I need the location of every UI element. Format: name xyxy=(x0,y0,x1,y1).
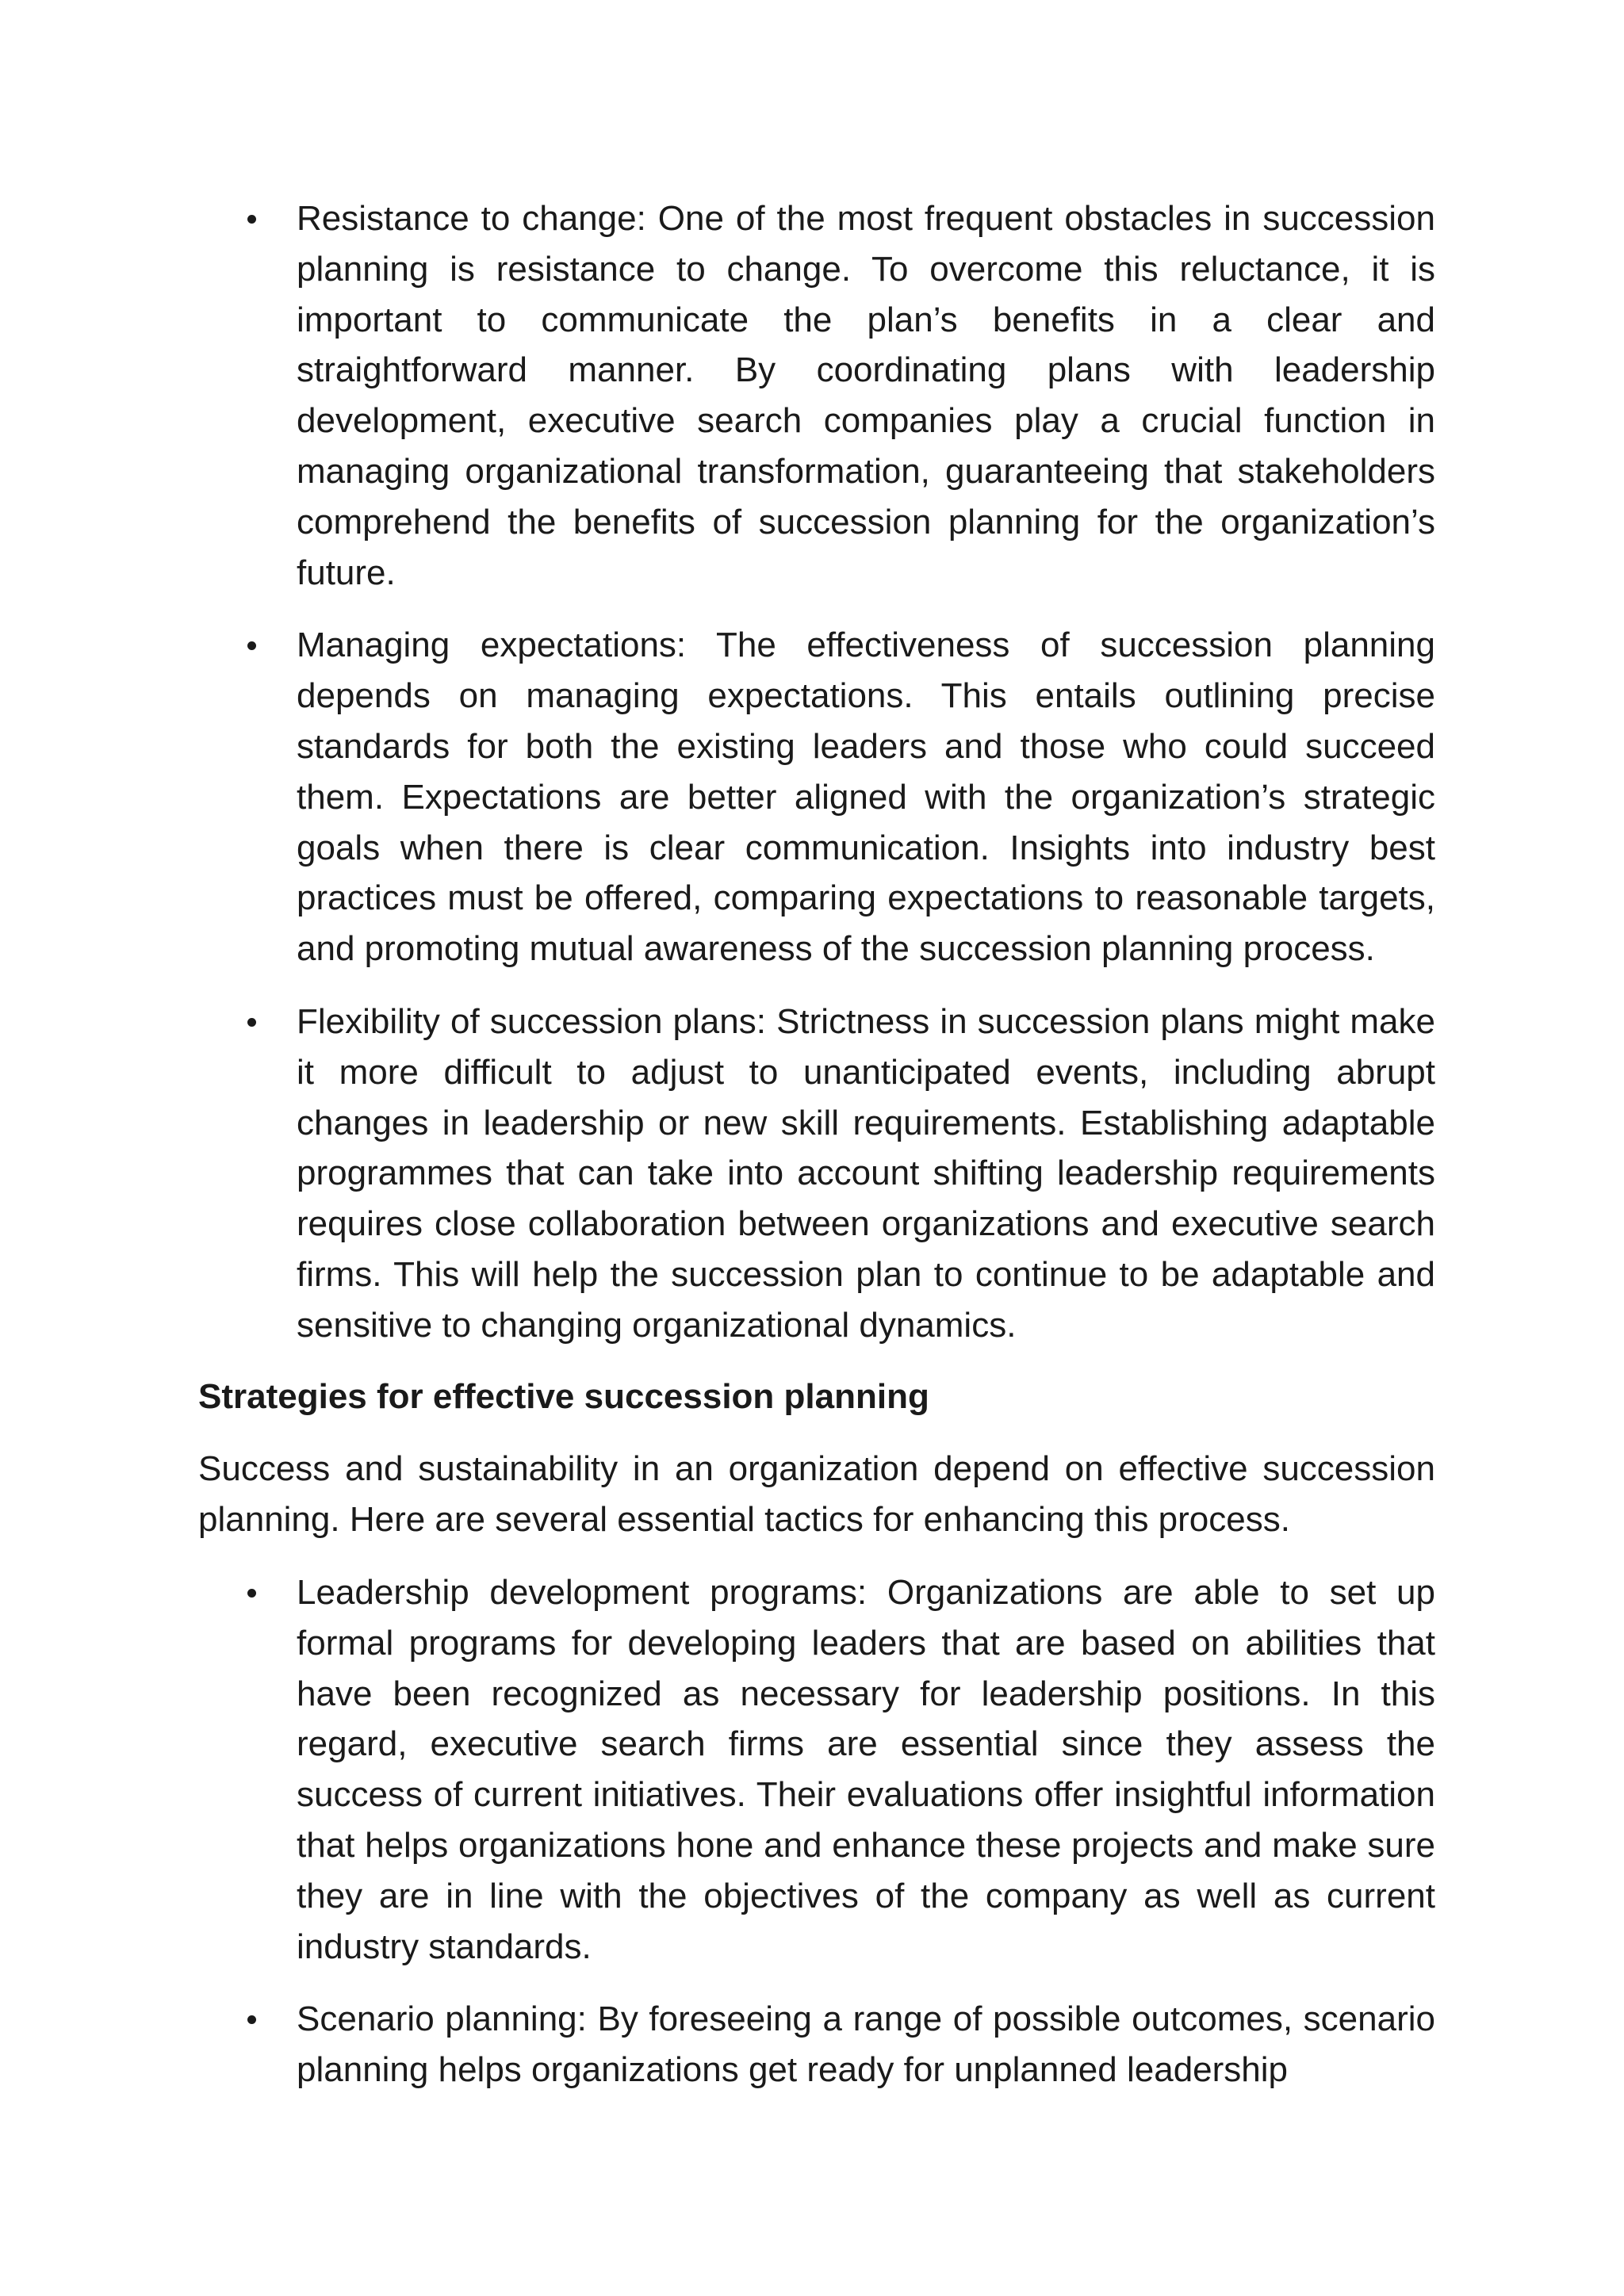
list-item-text: Scenario planning: By foreseeing a range of possible outcomes, scenario planning helps organizations get ready for unplanned leadership xyxy=(297,1999,1435,2090)
bullet-icon xyxy=(247,1589,256,1598)
list-item xyxy=(198,997,1435,1351)
bullet-icon xyxy=(247,215,256,224)
list-item-text: Flexibility of succession plans: Strictness in succession plans might make it more difficult to adjust to unanticipated events, including abrupt changes in leadership or new skill requirements. Establishing adaptable programmes that can take into account shifting leadership requirements requires close collaboration between organizations and executive search firms. This will help the succession plan to continue to be adaptable and sensitive to changing organizational dynamics. xyxy=(297,1001,1435,1345)
bullet-list-strategies xyxy=(198,1567,1435,2095)
bullet-list-challenges xyxy=(198,193,1435,1351)
bullet-icon xyxy=(247,1018,256,1027)
bullet-icon xyxy=(247,641,256,650)
document-page xyxy=(198,193,1435,2095)
list-item xyxy=(198,620,1435,974)
section-heading: Strategies for effective succession planning xyxy=(198,1376,929,1416)
section-intro-paragraph: Success and sustainability in an organization depend on effective succession planning. Here are several essential tactics for enhancing this process. xyxy=(198,1449,1435,1540)
list-item xyxy=(198,193,1435,598)
list-item-text: Resistance to change: One of the most frequent obstacles in succession planning is resistance to change. To overcome this reluctance, it is important to communicate the plan’s benefits in a clear and straightforward manner. By coordinating plans with leadership development, executive search companies play a crucial function in managing organizational transformation, guaranteeing that stakeholders comprehend the benefits of succession planning for the organization’s future. xyxy=(297,199,1435,592)
list-item-text: Managing expectations: The effectiveness of succession planning depends on managing expectations. This entails outlining precise standards for both the existing leaders and those who could succeed them. Expectations are better aligned with the organization’s strategic goals when there is clear communication. Insights into industry best practices must be offered, comparing expectations to reasonable targets, and promoting mutual awareness of the succession planning process. xyxy=(297,626,1435,969)
bullet-icon xyxy=(247,2015,256,2024)
list-item xyxy=(198,1994,1435,2095)
list-item xyxy=(198,1567,1435,1972)
list-item-text: Leadership development programs: Organizations are able to set up formal programs for developing leaders that are based on abilities that have been recognized as necessary for leadership positions. In this regard, executive search firms are essential since they assess the success of current initiatives. Their evaluations offer insightful information that helps organizations hone and enhance these projects and make sure they are in line with the objectives of the company as well as current industry standards. xyxy=(297,1572,1435,1966)
